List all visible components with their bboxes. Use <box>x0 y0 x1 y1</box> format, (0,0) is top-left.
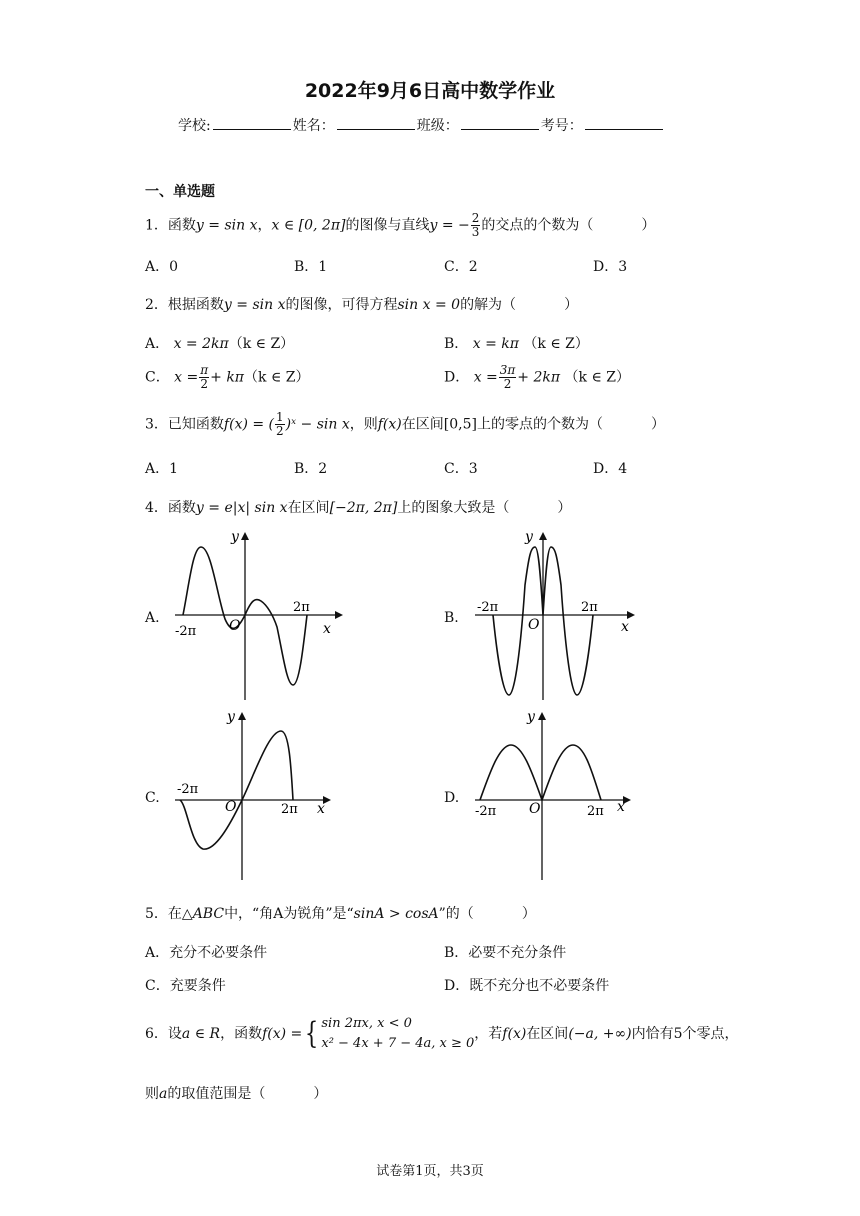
q4-function: y = e|x| sin x <box>195 500 288 516</box>
q4-tail: 上的图象大致是（ <box>397 500 510 516</box>
q3-option-b[interactable] <box>294 458 327 478</box>
q5-close: ） <box>521 906 536 922</box>
q1-line: y = − <box>429 217 470 234</box>
q1-number: 1．函数 <box>145 217 196 234</box>
q1-frac-den: 3 <box>471 225 480 239</box>
q6-close: ） <box>313 1086 328 1102</box>
q6-line2-pre: 则 <box>145 1086 159 1102</box>
origin-label: O <box>529 801 541 817</box>
class-label: 班级： <box>416 118 459 134</box>
option-letter: D． <box>593 461 619 477</box>
option-value: x = kπ <box>472 336 519 352</box>
option-k: （k ∈ Z） <box>228 336 295 352</box>
q2-number: 2．根据函数 <box>145 297 224 313</box>
page-title: 2022年9月6日高中数学作业 <box>304 80 556 102</box>
q4-option-b-label[interactable]: B. <box>444 610 459 626</box>
x-axis-label: x <box>617 799 625 815</box>
q3-number: 3．已知函数 <box>145 416 224 433</box>
option-fraction <box>499 364 517 391</box>
option-pre: x = <box>174 369 199 386</box>
q3-func-post: )ˣ − sin x <box>285 416 350 433</box>
q1-frac-num: 2 <box>471 211 480 225</box>
option-letter: B． <box>294 461 319 477</box>
section-heading: 一、单选题 <box>145 184 215 200</box>
option-letter: A． <box>145 461 170 477</box>
q5-tail: ”的（ <box>438 906 474 922</box>
q6-case-1: sin 2πx, x < 0 <box>321 1016 412 1031</box>
q1-tail: 的交点的个数为（ <box>481 217 594 234</box>
option-value: 1 <box>318 259 328 275</box>
q1-option-c[interactable] <box>444 256 478 276</box>
q5-number: 5．在 <box>145 906 182 922</box>
option-k: （k ∈ Z） <box>244 369 310 386</box>
q6-text2: ，若 <box>474 1026 503 1042</box>
option-letter: C． <box>444 259 469 275</box>
q3-close: ） <box>650 416 665 433</box>
option-letter: D． <box>444 978 470 994</box>
neg-2pi-label: -2π <box>175 624 197 639</box>
q4-interval: [−2π, 2π] <box>329 500 398 516</box>
option-pre: x = <box>473 369 498 386</box>
option-letter: C． <box>444 461 469 477</box>
option-k: （k ∈ Z） <box>523 336 589 352</box>
q4-graph-b[interactable] <box>465 525 645 705</box>
option-value: x = 2kπ <box>173 336 229 352</box>
q2-option-c[interactable] <box>145 364 310 391</box>
q2-tail: 的解为（ <box>460 297 517 313</box>
question-3 <box>145 411 665 438</box>
q1-function: y = sin x <box>195 217 258 234</box>
q4-close: ） <box>557 500 572 516</box>
option-fraction <box>199 364 209 391</box>
q1-close: ） <box>641 217 656 234</box>
option-value: 既不充分也不必要条件 <box>469 978 610 994</box>
exam-no-blank[interactable] <box>585 117 663 130</box>
option-letter: A． <box>145 336 170 352</box>
q2-function: y = sin x <box>223 297 286 313</box>
school-label: 学校: <box>178 118 211 134</box>
q4-option-c-label[interactable]: C. <box>145 790 160 806</box>
question-6 <box>145 1014 739 1054</box>
q3-text: ，则 <box>349 416 378 433</box>
q1-option-b[interactable] <box>294 256 327 276</box>
option-value: 必要不充分条件 <box>468 945 567 961</box>
option-value: 3 <box>468 461 478 477</box>
question-4 <box>145 497 571 517</box>
q6-number: 6．设 <box>145 1026 182 1042</box>
exam-no-label: 考号： <box>540 118 583 134</box>
q2-close: ） <box>564 297 579 313</box>
pos-2pi-label: 2π <box>581 600 598 615</box>
q2-text: 的图像，可得方程 <box>285 297 398 313</box>
option-post: + kπ <box>210 369 245 386</box>
q4-number: 4．函数 <box>145 500 196 516</box>
neg-2pi-label: -2π <box>177 782 199 797</box>
x-axis-label: x <box>317 801 325 817</box>
q3-option-a[interactable] <box>145 458 178 478</box>
q3-fx: f(x) <box>377 416 402 433</box>
option-letter: A． <box>145 259 170 275</box>
q1-sep: ， <box>257 217 272 234</box>
frac-den: 2 <box>200 377 209 391</box>
option-letter: B． <box>444 945 469 961</box>
option-letter: D． <box>444 369 470 386</box>
q6-var: a <box>159 1086 168 1102</box>
option-value: 充要条件 <box>169 978 226 994</box>
y-axis-label: y <box>227 709 235 725</box>
option-letter: D． <box>593 259 619 275</box>
q5-text: 中，“角A为锐角”是“ <box>224 906 354 922</box>
q5-option-c[interactable] <box>145 975 226 995</box>
name-blank[interactable] <box>337 117 415 130</box>
option-letter: B． <box>444 336 469 352</box>
question-6-line-2 <box>145 1083 327 1103</box>
option-letter: A． <box>145 945 170 961</box>
frac-den: 2 <box>503 377 512 391</box>
q4-text: 在区间 <box>287 500 330 516</box>
option-value: 3 <box>618 259 628 275</box>
option-letter: C． <box>145 369 170 386</box>
option-value: 4 <box>618 461 628 477</box>
option-post: + 2kπ <box>517 369 561 386</box>
q2-equation: sin x = 0 <box>397 297 461 313</box>
origin-label: O <box>528 617 540 633</box>
pos-2pi-label: 2π <box>281 802 298 817</box>
q5-option-d[interactable] <box>444 975 609 995</box>
q4-option-a-label[interactable]: A. <box>145 610 160 626</box>
q3-option-d[interactable] <box>593 458 627 478</box>
q1-option-d[interactable] <box>593 256 627 276</box>
q6-a: a ∈ R <box>181 1026 221 1042</box>
q1-domain: x ∈ [0, 2π] <box>271 217 346 234</box>
q1-fraction <box>471 212 481 239</box>
q2-option-a[interactable] <box>145 333 294 353</box>
x-axis-label: x <box>323 621 331 637</box>
question-1 <box>145 212 655 239</box>
question-2 <box>145 294 578 314</box>
origin-label: O <box>229 618 241 634</box>
page-footer: 试卷第1页，共3页 <box>376 1164 484 1179</box>
q3-interval: [0,5] <box>443 416 477 433</box>
q4-graph-a[interactable] <box>165 525 345 705</box>
q4-graph-d[interactable] <box>465 705 645 885</box>
y-axis-label: y <box>525 529 533 545</box>
q6-interval: (−a, +∞) <box>568 1026 632 1042</box>
q3-tail: 上的零点的个数为（ <box>476 416 603 433</box>
question-5 <box>145 903 536 923</box>
q5-option-b[interactable] <box>444 942 566 962</box>
q3-fraction <box>275 411 285 438</box>
option-letter: B． <box>294 259 319 275</box>
option-value: 0 <box>169 259 179 275</box>
q6-brace: { <box>305 1016 319 1051</box>
q3-frac-den: 2 <box>276 424 284 438</box>
option-value: 2 <box>468 259 478 275</box>
q2-option-d[interactable] <box>444 364 630 391</box>
q4-graph-c[interactable] <box>165 705 345 885</box>
y-axis-label: y <box>231 529 239 545</box>
x-axis-label: x <box>621 619 629 635</box>
q6-fx2: f(x) <box>502 1026 527 1042</box>
q1-option-a[interactable] <box>145 256 178 276</box>
q6-line2-tail: 的取值范围是（ <box>167 1086 266 1102</box>
q6-text3: 在区间 <box>526 1026 569 1042</box>
q3-frac-num: 1 <box>276 410 284 424</box>
neg-2pi-label: -2π <box>477 600 499 615</box>
pos-2pi-label: 2π <box>587 804 604 819</box>
q5-condition: sinA > cosA <box>353 906 439 922</box>
q5-option-a[interactable] <box>145 942 267 962</box>
y-axis-label: y <box>527 709 535 725</box>
school-blank[interactable] <box>213 117 291 130</box>
q4-option-d-label[interactable]: D. <box>444 790 460 806</box>
q6-fx: f(x) = <box>262 1026 303 1042</box>
q6-case-2: x² − 4x + 7 − 4a, x ≥ 0 <box>321 1036 475 1051</box>
q3-option-c[interactable] <box>444 458 478 478</box>
name-label: 姓名： <box>292 118 335 134</box>
origin-label: O <box>225 799 237 815</box>
q2-option-b[interactable] <box>444 333 589 353</box>
class-blank[interactable] <box>461 117 539 130</box>
q3-func-pre: f(x) = ( <box>223 416 275 433</box>
q6-text: ，函数 <box>220 1026 263 1042</box>
frac-num: 3π <box>499 363 516 377</box>
q1-text: 的图像与直线 <box>345 217 430 234</box>
q6-tail: 内恰有5个零点， <box>631 1026 739 1042</box>
option-value: 充分不必要条件 <box>169 945 268 961</box>
q6-cases <box>321 1014 474 1054</box>
neg-2pi-label: -2π <box>475 804 497 819</box>
option-k: （k ∈ Z） <box>564 369 631 386</box>
option-value: 1 <box>169 461 179 477</box>
frac-num: π <box>200 363 209 377</box>
q3-text2: 在区间 <box>401 416 444 433</box>
pos-2pi-label: 2π <box>293 600 310 615</box>
student-info-line <box>178 115 665 135</box>
option-value: 2 <box>318 461 328 477</box>
q5-triangle: △ABC <box>181 906 225 922</box>
option-letter: C． <box>145 978 170 994</box>
